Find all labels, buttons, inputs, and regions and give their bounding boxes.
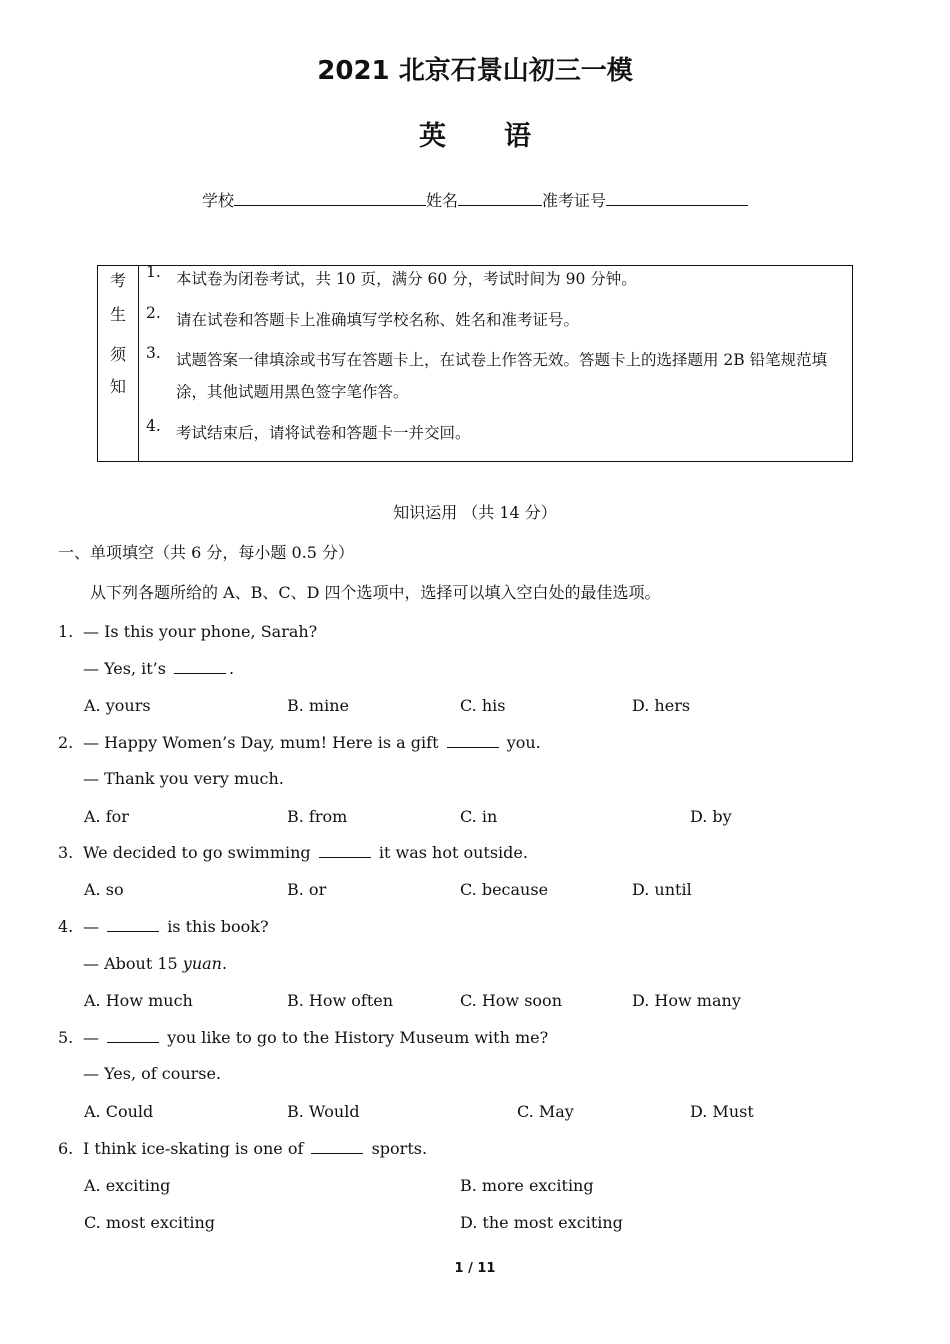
- notice-head-char: 知: [109, 377, 126, 396]
- question-text-part: — About 15: [83, 954, 178, 973]
- notice-item-text: 试题答案一律填涂或书写在答题卡上，在试卷上作答无效。答题卡上的选择题用 2B 铅笔规范填涂，其他试题用黑色签字笔作答。: [176, 351, 828, 401]
- question-text: [83, 954, 227, 973]
- subject-title: 英语: [419, 121, 589, 152]
- notice-head-char: 生: [109, 305, 126, 324]
- exam-notice-box: [97, 265, 853, 462]
- notice-item-number: 4.: [146, 417, 161, 435]
- option: C. May: [517, 1102, 574, 1121]
- question-text: — Is this your phone, Sarah?: [83, 622, 318, 641]
- page-number: 1 / 11: [454, 1261, 496, 1276]
- school-field: [234, 190, 426, 206]
- option: D. How many: [632, 991, 741, 1010]
- question-text-italic: yuan: [182, 954, 222, 973]
- option: B. mine: [287, 696, 349, 715]
- option: B. Would: [287, 1102, 360, 1121]
- question-text: [83, 917, 269, 936]
- question-text: [83, 659, 234, 678]
- answer-blank: [447, 735, 499, 748]
- student-info-line: [0, 188, 950, 211]
- option: C. his: [460, 696, 506, 715]
- option: C. How soon: [460, 991, 562, 1010]
- notice-head-char: 须: [109, 345, 126, 364]
- question-number: 2.: [58, 733, 74, 752]
- name-field: [458, 190, 542, 206]
- notice-heading: [98, 266, 139, 461]
- question-text-part: I think ice-skating is one of: [83, 1139, 304, 1158]
- option: A. exciting: [84, 1176, 171, 1195]
- answer-blank: [107, 1030, 159, 1043]
- option: D. the most exciting: [460, 1213, 623, 1232]
- option: B. from: [287, 807, 348, 826]
- question-number: 1.: [58, 622, 74, 641]
- option: D. until: [632, 880, 692, 899]
- notice-item-text: 考试结束后，请将试卷和答题卡一并交回。: [176, 424, 471, 442]
- option: C. in: [460, 807, 498, 826]
- option: D. hers: [632, 696, 691, 715]
- option: C. most exciting: [84, 1213, 216, 1232]
- instruction: 从下列各题所给的 A、B、C、D 四个选项中，选择可以填入空白处的最佳选项。: [90, 583, 661, 602]
- question-text: — Thank you very much.: [83, 769, 284, 788]
- notice-item-number: 2.: [146, 304, 161, 322]
- option: C. because: [460, 880, 549, 899]
- question-text: [83, 1139, 427, 1158]
- notice-item-text: 请在试卷和答题卡上准确填写学校名称、姓名和准考证号。: [176, 311, 580, 329]
- question-text-part: you.: [506, 733, 541, 752]
- question-text-part: —: [83, 1028, 99, 1047]
- question-number: 6.: [58, 1139, 74, 1158]
- question-text: [83, 1028, 548, 1047]
- option: B. or: [287, 880, 327, 899]
- question-text-part: — Happy Women’s Day, mum! Here is a gift: [83, 733, 439, 752]
- notice-item-number: 1.: [146, 263, 161, 281]
- notice-head-char: 考: [109, 271, 126, 290]
- question-number: 3.: [58, 843, 74, 862]
- answer-blank: [311, 1141, 363, 1154]
- question-text-part: .: [221, 954, 228, 973]
- question-text-part: We decided to go swimming: [83, 843, 311, 862]
- id-label: 准考证号: [542, 191, 607, 210]
- page-title: 2021 北京石景山初三一模: [317, 56, 633, 86]
- question-text: — Yes, of course.: [83, 1064, 222, 1083]
- option: A. so: [84, 880, 124, 899]
- notice-item-text: 本试卷为闭卷考试，共 10 页，满分 60 分，考试时间为 90 分钟。: [176, 270, 637, 288]
- option: B. How often: [287, 991, 394, 1010]
- name-label: 姓名: [425, 191, 458, 210]
- option: D. Must: [690, 1102, 754, 1121]
- question-text: [83, 843, 528, 862]
- question-number: 4.: [58, 917, 74, 936]
- question-text-part: sports.: [371, 1139, 428, 1158]
- option: D. by: [690, 807, 732, 826]
- question-text: [83, 733, 541, 752]
- id-field: [606, 190, 748, 206]
- option: A. for: [84, 807, 129, 826]
- school-label: 学校: [201, 191, 234, 210]
- part-heading: 一、单项填空（共 6 分，每小题 0.5 分）: [58, 543, 354, 562]
- option: A. yours: [84, 696, 151, 715]
- question-text-part: is this book?: [167, 917, 269, 936]
- answer-blank: [107, 919, 159, 932]
- answer-blank: [319, 845, 371, 858]
- question-text-part: you like to go to the History Museum with me?: [167, 1028, 549, 1047]
- question-text-part: —: [83, 917, 99, 936]
- option: B. more exciting: [460, 1176, 594, 1195]
- question-text-part: .: [229, 659, 235, 678]
- notice-item-number: 3.: [146, 344, 161, 362]
- option: A. Could: [84, 1102, 154, 1121]
- question-text-part: it was hot outside.: [378, 843, 528, 862]
- question-number: 5.: [58, 1028, 74, 1047]
- section-heading: 知识运用 （共 14 分）: [393, 503, 557, 522]
- answer-blank: [174, 661, 226, 674]
- question-text-part: — Yes, it’s: [83, 659, 166, 678]
- option: A. How much: [84, 991, 193, 1010]
